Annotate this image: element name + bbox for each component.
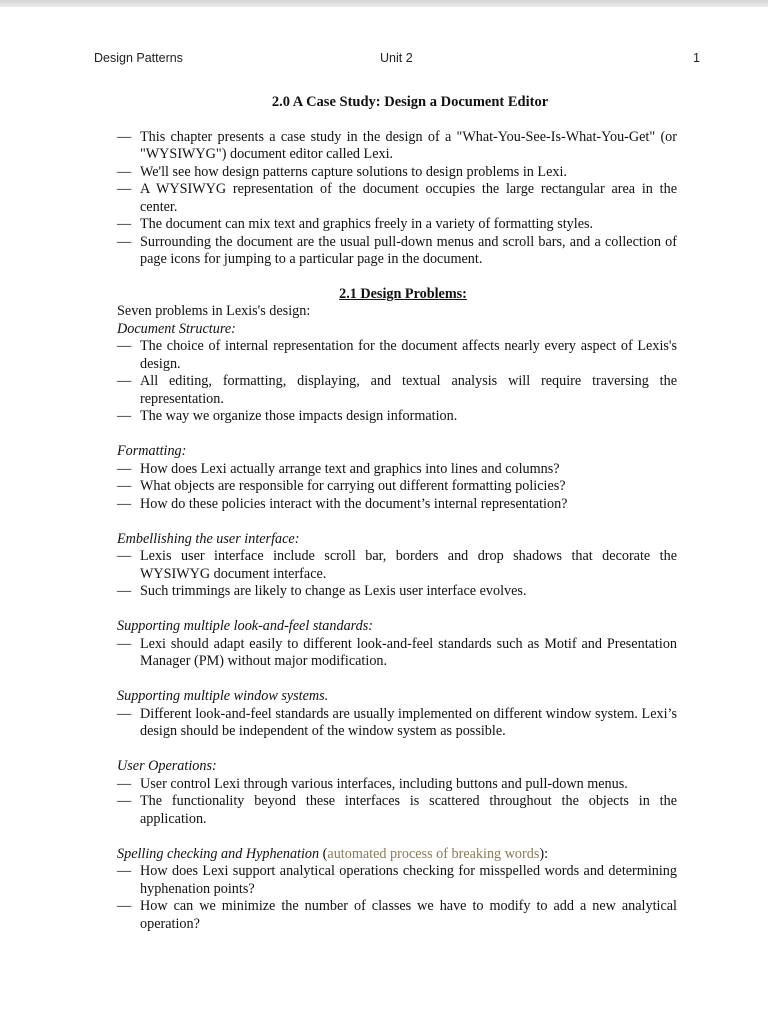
problem-heading-spelling-hyphenation: [117, 846, 677, 864]
section-title: 2.1 Design Problems:: [339, 285, 467, 302]
problem-list-window-systems: [117, 706, 677, 741]
list-item: — The choice of internal representation for the document affects nearly every aspect of Lexis's design.: [117, 338, 677, 373]
document-title: 2.0 A Case Study: Design a Document Editor: [271, 94, 549, 110]
header-unit: Unit 2: [380, 51, 413, 65]
list-item: — The document can mix text and graphics freely in a variety of formatting styles.: [117, 216, 677, 234]
list-item: — A WYSIWYG representation of the document occupies the large rectangular area in the center.: [117, 181, 677, 216]
problem-list-look-and-feel: [117, 636, 677, 671]
list-item: — The way we organize those impacts design information.: [117, 408, 677, 426]
problem-heading-document-structure: Document Structure:: [117, 320, 236, 337]
problem-list-formatting: [117, 461, 677, 514]
heading-note: automated process of breaking words: [327, 845, 540, 862]
list-item: — Lexis user interface include scroll bar, borders and drop shadows that decorate the WYSIWYG document interface.: [117, 548, 677, 583]
heading-paren-close: ):: [539, 845, 549, 862]
section-intro: Seven problems in Lexis's design:: [117, 303, 311, 319]
problem-heading-look-and-feel: Supporting multiple look-and-feel standards:: [117, 618, 374, 634]
list-item: — Surrounding the document are the usual pull-down menus and scroll bars, and a collection of page icons for jumping to a particular page in the document.: [117, 234, 677, 269]
problem-heading-formatting: Formatting:: [117, 443, 187, 459]
screen-top-bar: [0, 0, 768, 7]
problem-heading-user-operations: User Operations:: [117, 758, 217, 774]
heading-paren-open: (: [319, 845, 328, 862]
problem-list-document-structure: [117, 338, 677, 426]
list-item: — How do these policies interact with the document’s internal representation?: [117, 496, 677, 514]
list-item: — Such trimmings are likely to change as Lexis user interface evolves.: [117, 583, 677, 601]
document-body: [117, 94, 677, 933]
intro-list: [117, 129, 677, 269]
list-item: — How does Lexi actually arrange text and graphics into lines and columns?: [117, 461, 677, 479]
page-header: [94, 51, 700, 69]
problem-heading-embellishing: Embellishing the user interface:: [117, 530, 300, 547]
list-item: — What objects are responsible for carrying out different formatting policies?: [117, 478, 677, 496]
problem-heading-window-systems: Supporting multiple window systems.: [117, 688, 329, 704]
list-item: — How does Lexi support analytical operations checking for misspelled words and determining hyphenation points?: [117, 863, 677, 898]
list-item: — How can we minimize the number of classes we have to modify to add a new analytical operation?: [117, 898, 677, 933]
list-item: — Different look-and-feel standards are usually implemented on different window system. Lexi’s design should be independent of the window system as possible.: [117, 706, 677, 741]
problem-list-spelling-hyphenation: [117, 863, 677, 933]
list-item: — We'll see how design patterns capture solutions to design problems in Lexi.: [117, 164, 677, 182]
problem-list-user-operations: [117, 776, 677, 829]
header-page-number: 1: [693, 51, 700, 65]
header-course-title: Design Patterns: [94, 51, 183, 65]
list-item: — All editing, formatting, displaying, and textual analysis will require traversing the representation.: [117, 373, 677, 408]
list-item: — The functionality beyond these interfaces is scattered throughout the objects in the application.: [117, 793, 677, 828]
problem-list-embellishing: [117, 548, 677, 601]
heading-text: Spelling checking and Hyphenation: [117, 845, 320, 862]
list-item: — This chapter presents a case study in the design of a "What-You-See-Is-What-You-Get" (or "WYSIWYG") document editor called Lexi.: [117, 129, 677, 164]
list-item: — Lexi should adapt easily to different look-and-feel standards such as Motif and Presentation Manager (PM) without major modification.: [117, 636, 677, 671]
list-item: — User control Lexi through various interfaces, including buttons and pull-down menus.: [117, 776, 677, 794]
